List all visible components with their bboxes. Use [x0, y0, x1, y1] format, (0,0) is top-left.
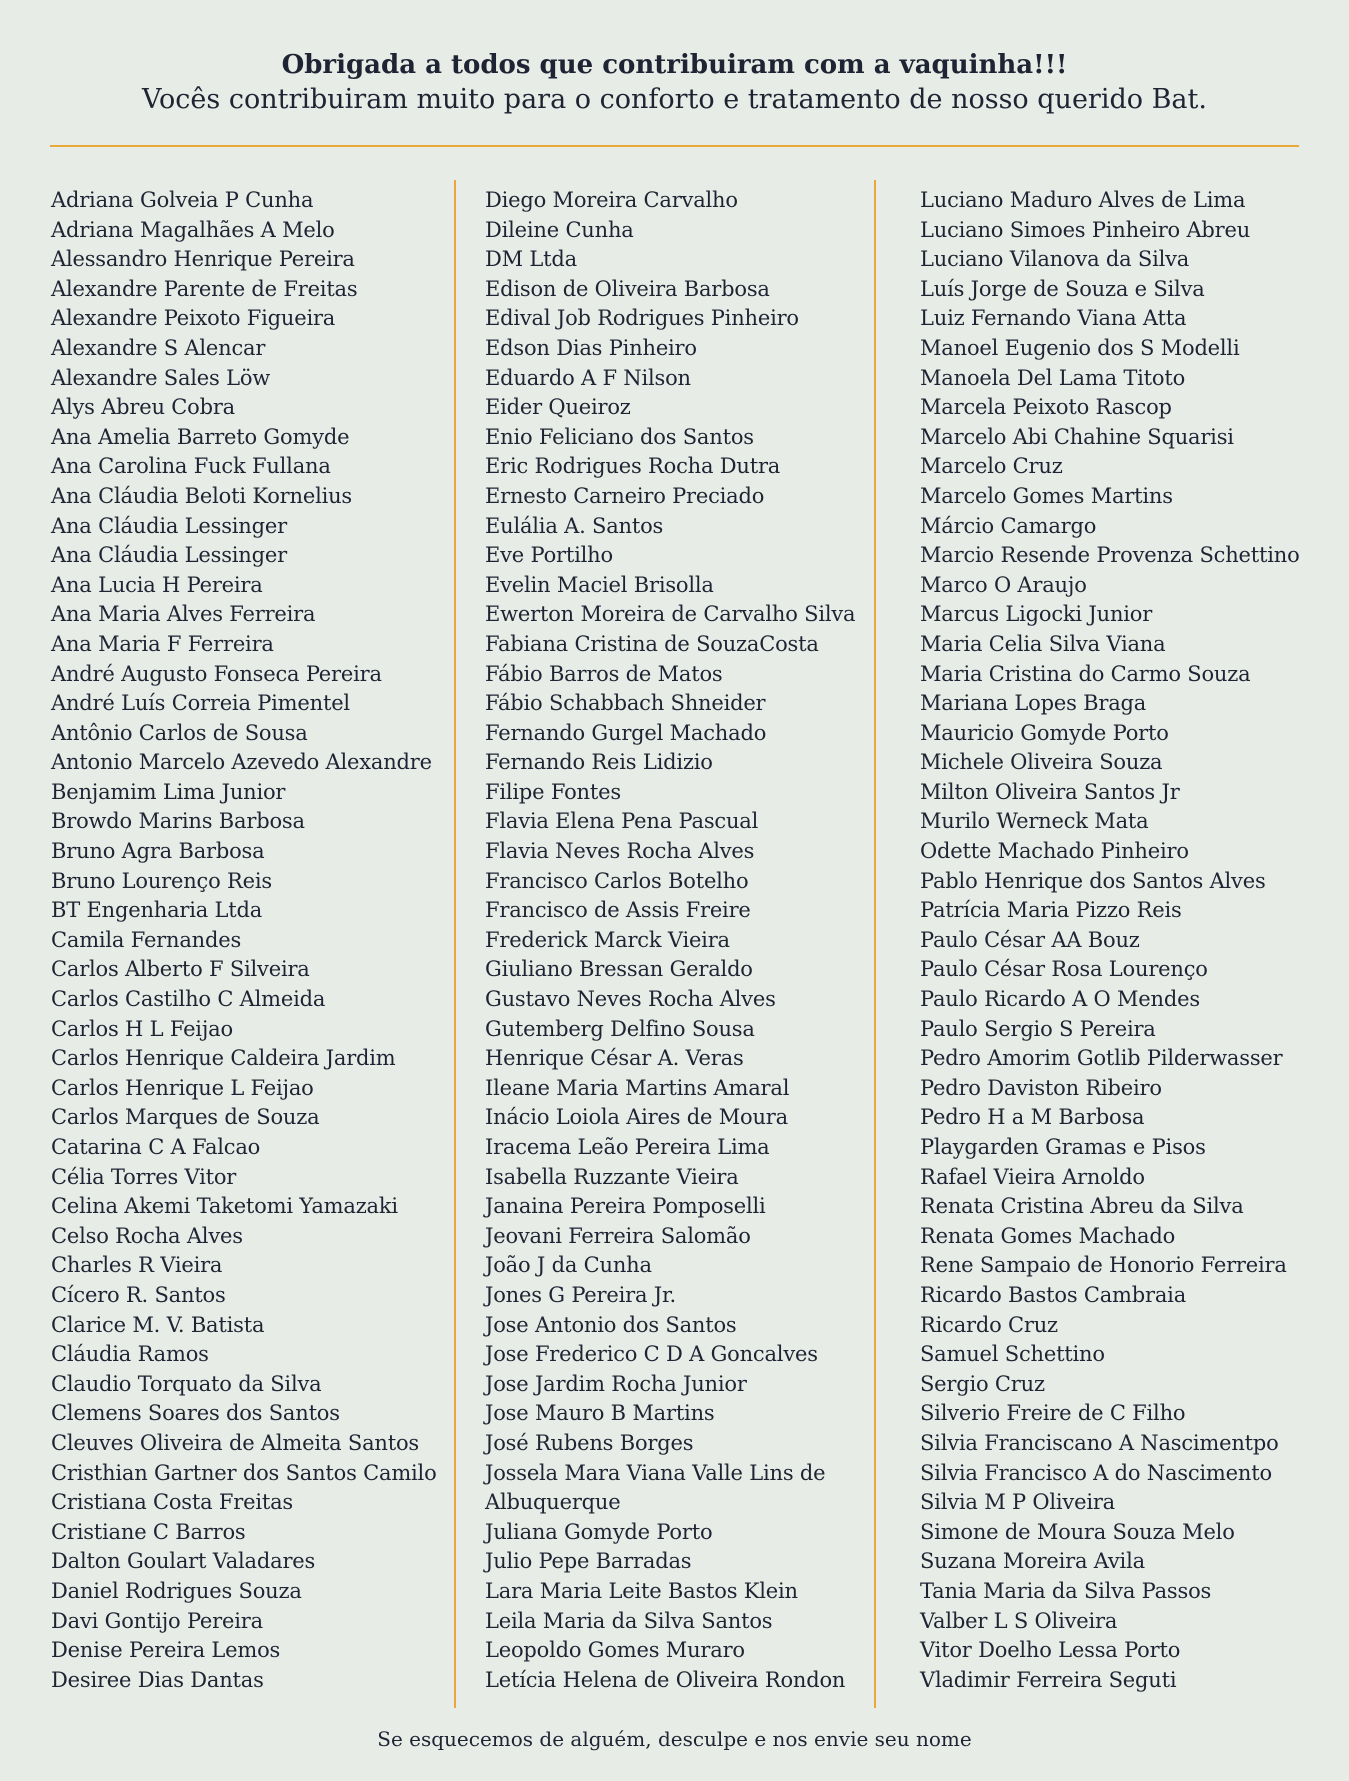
- contributor-name: Patrícia Maria Pizzo Reis: [920, 898, 1182, 923]
- contributor-name: Márcio Camargo: [920, 513, 1097, 538]
- contributor-name: Alexandre Sales Löw: [51, 365, 271, 390]
- contributor-name: Charles R Vieira: [51, 1253, 223, 1278]
- contributor-name: Fábio Schabbach Shneider: [485, 691, 766, 716]
- contributor-name: Marcela Peixoto Rascop: [920, 395, 1172, 420]
- column-divider: [874, 180, 876, 1708]
- contributor-name: Pedro Daviston Ribeiro: [920, 1075, 1162, 1100]
- contributor-name: Diego Moreira Carvalho: [485, 188, 738, 212]
- contributor-name: Bruno Agra Barbosa: [51, 839, 265, 864]
- contributor-name: Vladimir Ferreira Seguti: [920, 1667, 1177, 1692]
- contributor-name: Denise Pereira Lemos: [51, 1638, 281, 1663]
- contributor-name: Maria Cristina do Carmo Souza: [920, 661, 1251, 686]
- contributor-name: Cícero R. Santos: [51, 1282, 226, 1307]
- contributor-name: Cláudia Ramos: [51, 1342, 209, 1367]
- contributor-name: Luiz Fernando Viana Atta: [920, 306, 1187, 331]
- contributor-name: Eulália A. Santos: [485, 513, 664, 538]
- contributor-name: Ernesto Carneiro Preciado: [485, 483, 765, 508]
- contributor-name: Ana Cláudia Beloti Kornelius: [51, 483, 353, 508]
- contributor-name: Henrique César A. Veras: [485, 1046, 744, 1071]
- contributor-name: Silvia Franciscano A Nascimentpo: [920, 1430, 1279, 1455]
- contributor-name: Juliana Gomyde Porto: [485, 1519, 713, 1544]
- contributor-name: Samuel Schettino: [920, 1342, 1105, 1367]
- contributor-name: Alexandre Parente de Freitas: [51, 276, 358, 301]
- contributor-name: Iracema Leão Pereira Lima: [485, 1135, 770, 1159]
- contributor-name: Suzana Moreira Avila: [920, 1549, 1145, 1574]
- contributor-name: Playgarden Gramas e Pisos: [920, 1135, 1206, 1159]
- contributor-name: Dalton Goulart Valadares: [51, 1549, 316, 1574]
- contributor-name: Marco O Araujo: [920, 572, 1087, 597]
- contributor-name: Filipe Fontes: [485, 779, 621, 804]
- contributor-name: Ana Maria Alves Ferreira: [51, 602, 316, 627]
- footer-note: Se esquecemos de alguém, desculpe e nos envie seu nome: [377, 1727, 972, 1751]
- contributor-name: Claudio Torquato da Silva: [51, 1371, 322, 1396]
- contributor-name: Alessandro Henrique Pereira: [51, 247, 355, 272]
- contributor-name: Rene Sampaio de Honorio Ferreira: [920, 1253, 1287, 1278]
- header-divider: [50, 145, 1299, 147]
- contributor-name: Frederick Marck Vieira: [485, 927, 730, 952]
- contributor-name: Edival Job Rodrigues Pinheiro: [485, 306, 799, 331]
- contributor-name: André Luís Correia Pimentel: [51, 691, 350, 716]
- contributor-name: Murilo Werneck Mata: [920, 809, 1149, 834]
- contributor-name: Flavia Elena Pena Pascual: [485, 809, 759, 834]
- contributor-name: Carlos H L Feijao: [51, 1016, 233, 1041]
- contributor-name: Fernando Gurgel Machado: [485, 720, 767, 745]
- contributor-name: Pedro H a M Barbosa: [920, 1105, 1145, 1130]
- contributor-name: Letícia Helena de Oliveira Rondon: [485, 1667, 846, 1692]
- contributor-name: Davi Gontijo Pereira: [51, 1608, 263, 1633]
- contributor-name: Carlos Henrique L Feijao: [51, 1075, 314, 1100]
- contributor-name: Francisco Carlos Botelho: [485, 868, 749, 893]
- contributor-name: Eve Portilho: [485, 543, 613, 568]
- contributor-name: Silvia Francisco A do Nascimento: [920, 1460, 1272, 1485]
- contributor-name: Adriana Magalhães A Melo: [51, 217, 335, 242]
- contributor-name: Paulo Ricardo A O Mendes: [920, 987, 1200, 1012]
- page-subtitle: Vocês contribuiram muito para o conforto e tratamento de nosso querido Bat.: [142, 84, 1207, 115]
- contributor-name: Antônio Carlos de Sousa: [51, 720, 308, 745]
- contributor-name: Cleuves Oliveira de Almeita Santos: [51, 1430, 419, 1455]
- contributor-name: Ana Carolina Fuck Fullana: [51, 454, 331, 479]
- names-column-3: [920, 186, 1300, 1695]
- contributor-name: Luciano Simoes Pinheiro Abreu: [920, 217, 1251, 242]
- contributor-name: Ana Maria F Ferreira: [51, 631, 274, 656]
- contributor-name: Fábio Barros de Matos: [485, 661, 723, 686]
- contributor-name: Adriana Golveia P Cunha: [51, 188, 314, 212]
- header: [0, 48, 1349, 118]
- contributor-name: Jose Mauro B Martins: [485, 1401, 715, 1426]
- contributor-name: Inácio Loiola Aires de Moura: [485, 1105, 788, 1130]
- contributor-name: Celso Rocha Alves: [51, 1223, 243, 1248]
- contributor-name: Ana Amelia Barreto Gomyde: [51, 424, 350, 449]
- contributor-name: Ricardo Bastos Cambraia: [920, 1282, 1187, 1307]
- contributor-name: Milton Oliveira Santos Jr: [920, 779, 1180, 804]
- contributor-name: Dileine Cunha: [485, 217, 634, 242]
- contributor-name: Vitor Doelho Lessa Porto: [920, 1638, 1181, 1663]
- contributor-name: Pedro Amorim Gotlib Pilderwasser: [920, 1046, 1283, 1071]
- contributor-name: Gustavo Neves Rocha Alves: [485, 987, 776, 1012]
- contributor-name: Silvia M P Oliveira: [920, 1490, 1115, 1515]
- contributor-name: Marcus Ligocki Junior: [920, 602, 1153, 627]
- contributor-name: Enio Feliciano dos Santos: [485, 424, 754, 449]
- contributor-name: Edson Dias Pinheiro: [485, 335, 697, 360]
- contributor-name: Carlos Henrique Caldeira Jardim: [51, 1046, 396, 1071]
- contributor-name: Jones G Pereira Jr.: [485, 1282, 676, 1307]
- contributor-name: Luís Jorge de Souza e Silva: [920, 276, 1205, 301]
- contributor-name: Camila Fernandes: [51, 927, 242, 952]
- contributor-name: Celina Akemi Taketomi Yamazaki: [51, 1194, 398, 1219]
- contributor-name: Luciano Vilanova da Silva: [920, 247, 1190, 272]
- contributor-name: Pablo Henrique dos Santos Alves: [920, 868, 1266, 893]
- contributor-name: Cristhian Gartner dos Santos Camilo: [51, 1460, 437, 1485]
- contributor-name: Marcelo Cruz: [920, 454, 1063, 479]
- contributor-name: Paulo César Rosa Lourenço: [920, 957, 1208, 982]
- contributor-name: Albuquerque: [485, 1490, 621, 1515]
- contributor-name: Cristiana Costa Freitas: [51, 1490, 294, 1515]
- contributor-name: Alexandre Peixoto Figueira: [51, 306, 336, 331]
- contributor-name: João J da Cunha: [485, 1253, 652, 1278]
- contributor-name: Eduardo A F Nilson: [485, 365, 691, 390]
- contributor-name: Julio Pepe Barradas: [485, 1549, 692, 1574]
- contributor-name: Mariana Lopes Braga: [920, 691, 1147, 716]
- contributor-name: Marcelo Abi Chahine Squarisi: [920, 424, 1234, 449]
- contributor-name: Jossela Mara Viana Valle Lins de: [485, 1460, 826, 1485]
- contributor-name: Lara Maria Leite Bastos Klein: [485, 1578, 798, 1603]
- contributor-name: Simone de Moura Souza Melo: [920, 1519, 1235, 1544]
- contributor-name: Mauricio Gomyde Porto: [920, 720, 1169, 745]
- contributor-name: Eider Queiroz: [485, 395, 631, 420]
- contributor-name: Marcelo Gomes Martins: [920, 483, 1173, 508]
- contributor-name: Carlos Marques de Souza: [51, 1105, 320, 1130]
- contributor-name: Renata Cristina Abreu da Silva: [920, 1194, 1244, 1219]
- contributor-name: Isabella Ruzzante Vieira: [485, 1164, 739, 1189]
- contributor-name: Ileane Maria Martins Amaral: [485, 1075, 790, 1100]
- contributor-name: Desiree Dias Dantas: [51, 1667, 264, 1692]
- contributor-name: Gutemberg Delfino Sousa: [485, 1016, 755, 1041]
- contributor-name: Browdo Marins Barbosa: [51, 809, 305, 834]
- contributor-name: Paulo Sergio S Pereira: [920, 1016, 1156, 1041]
- contributor-name: Jose Antonio dos Santos: [485, 1312, 737, 1337]
- contributor-name: Marcio Resende Provenza Schettino: [920, 543, 1300, 568]
- contributor-name: Odette Machado Pinheiro: [920, 839, 1189, 864]
- contributor-name: Ana Cláudia Lessinger: [51, 543, 287, 568]
- contributor-name: Francisco de Assis Freire: [485, 898, 751, 923]
- contributor-name: Rafael Vieira Arnoldo: [920, 1164, 1145, 1189]
- contributor-name: Janaina Pereira Pomposelli: [485, 1194, 766, 1219]
- contributor-name: Ana Cláudia Lessinger: [51, 513, 287, 538]
- contributor-name: Antonio Marcelo Azevedo Alexandre: [51, 750, 432, 775]
- contributor-name: Carlos Castilho C Almeida: [51, 987, 326, 1012]
- contributor-name: Flavia Neves Rocha Alves: [485, 839, 755, 864]
- contributor-name: Daniel Rodrigues Souza: [51, 1578, 302, 1603]
- names-column-2: [485, 186, 855, 1695]
- contributor-name: Benjamim Lima Junior: [51, 779, 286, 804]
- contributor-name: Leopoldo Gomes Muraro: [485, 1638, 745, 1663]
- contributor-name: Célia Torres Vitor: [51, 1164, 237, 1189]
- contributor-name: Paulo César AA Bouz: [920, 927, 1140, 952]
- contributor-name: Renata Gomes Machado: [920, 1223, 1176, 1248]
- page-title: Obrigada a todos que contribuiram com a vaquinha!!!: [281, 50, 1068, 80]
- contributor-name: Giuliano Bressan Geraldo: [485, 957, 753, 982]
- contributor-name: Clemens Soares dos Santos: [51, 1401, 340, 1426]
- contributor-name: Eric Rodrigues Rocha Dutra: [485, 454, 781, 479]
- column-divider: [454, 180, 456, 1708]
- contributor-name: Evelin Maciel Brisolla: [485, 572, 714, 597]
- contributor-name: Tania Maria da Silva Passos: [920, 1578, 1212, 1603]
- contributor-name: Jeovani Ferreira Salomão: [485, 1223, 751, 1248]
- contributor-name: Sergio Cruz: [920, 1371, 1045, 1396]
- contributor-name: Manoela Del Lama Titoto: [920, 365, 1186, 390]
- contributor-name: Alys Abreu Cobra: [51, 395, 235, 420]
- contributor-name: Carlos Alberto F Silveira: [51, 957, 310, 982]
- contributor-name: BT Engenharia Ltda: [51, 898, 263, 923]
- contributor-name: Ricardo Cruz: [920, 1312, 1058, 1337]
- contributor-name: Luciano Maduro Alves de Lima: [920, 188, 1246, 212]
- contributor-name: Ana Lucia H Pereira: [51, 572, 263, 597]
- names-column-1: [51, 186, 437, 1695]
- contributor-name: Bruno Lourenço Reis: [51, 868, 272, 893]
- contributor-name: José Rubens Borges: [485, 1430, 694, 1455]
- contributor-name: Fernando Reis Lidizio: [485, 750, 713, 775]
- contributor-name: Cristiane C Barros: [51, 1519, 246, 1544]
- contributor-name: Jose Jardim Rocha Junior: [485, 1371, 747, 1396]
- contributor-name: Maria Celia Silva Viana: [920, 631, 1166, 656]
- contributor-name: Jose Frederico C D A Goncalves: [485, 1342, 818, 1367]
- contributor-name: Catarina C A Falcao: [51, 1135, 261, 1159]
- contributor-name: André Augusto Fonseca Pereira: [51, 661, 382, 686]
- contributor-name: Ewerton Moreira de Carvalho Silva: [485, 602, 856, 627]
- contributor-name: Leila Maria da Silva Santos: [485, 1608, 773, 1633]
- contributor-name: Edison de Oliveira Barbosa: [485, 276, 770, 301]
- contributor-name: Clarice M. V. Batista: [51, 1312, 265, 1337]
- contributor-name: Valber L S Oliveira: [920, 1608, 1118, 1633]
- contributor-name: Michele Oliveira Souza: [920, 750, 1163, 775]
- contributor-name: Manoel Eugenio dos S Modelli: [920, 335, 1240, 360]
- contributor-name: Alexandre S Alencar: [51, 335, 266, 360]
- contributor-name: DM Ltda: [485, 247, 577, 272]
- contributor-name: Fabiana Cristina de SouzaCosta: [485, 631, 819, 656]
- contributor-name: Silverio Freire de C Filho: [920, 1401, 1186, 1426]
